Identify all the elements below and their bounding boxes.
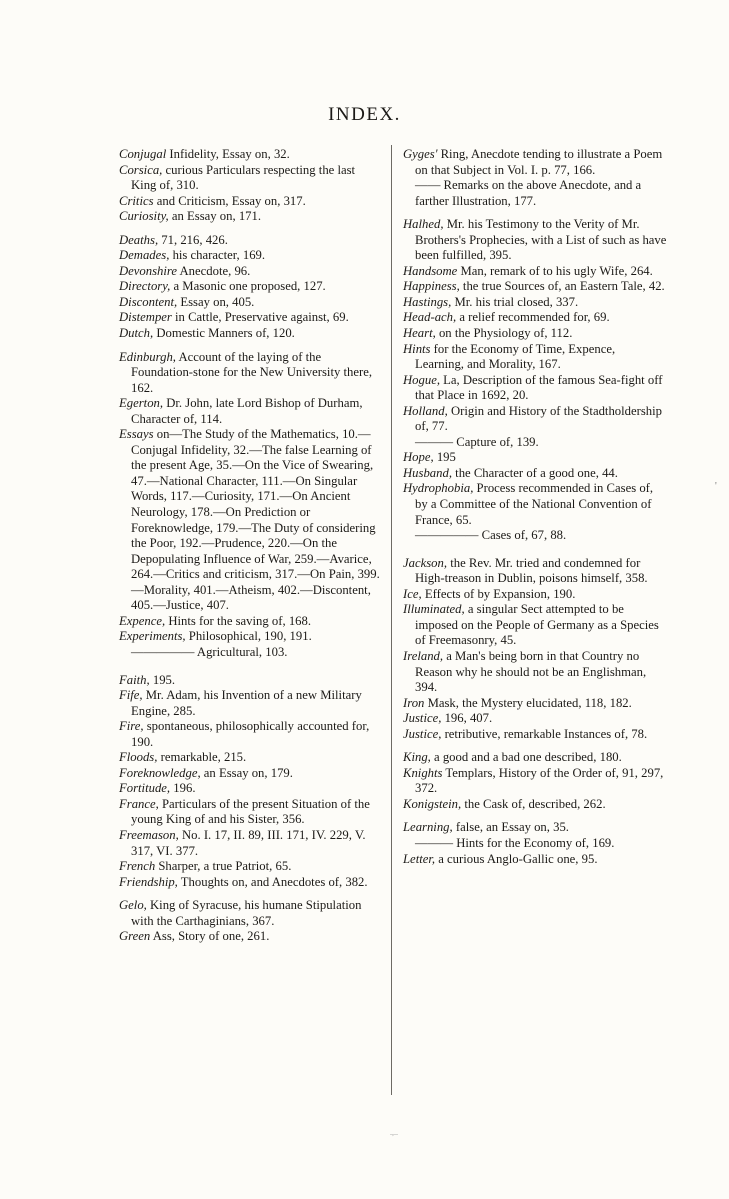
entry-text: King of Syracuse, his humane Stipulation with the Carthaginians, 367. bbox=[131, 898, 362, 928]
entry-text: Domestic Manners of, 120. bbox=[153, 326, 295, 341]
entry-text: the true Sources of, an Eastern Tale, 42. bbox=[459, 279, 665, 294]
entry-headword: Experiments, bbox=[119, 629, 186, 644]
entry-text: 195. bbox=[149, 672, 176, 687]
entry-text: Dr. John, late Lord Bishop of Durham, Character of, 114. bbox=[131, 396, 363, 426]
entry-text: on the Physiology of, 112. bbox=[435, 326, 573, 341]
index-entry bbox=[403, 852, 667, 868]
entry-text: for the Economy of Time, Expence, Learning, and Morality, 167. bbox=[415, 341, 616, 372]
index-entry bbox=[403, 820, 667, 836]
index-entry: ——— Capture of, 139. bbox=[415, 434, 539, 449]
entry-headword: Iron bbox=[403, 695, 425, 710]
entry-text: the Cask of, described, 262. bbox=[461, 796, 606, 811]
entry-text: Particulars of the present Situation of the young King of and his Sister, 356. bbox=[131, 796, 370, 827]
index-entry bbox=[119, 147, 382, 163]
entry-spacer bbox=[119, 225, 382, 233]
entry-headword: France, bbox=[119, 796, 159, 811]
index-entry bbox=[119, 828, 382, 859]
entry-spacer bbox=[403, 742, 667, 750]
entry-text: on—The Study of the Mathematics, 10.—Conjugal Infidelity, 32.—The false Learning of the present Age, 35.—On the Vice of Swearing, 47.—National Character, 111.—On Singular Words, 117.—Curiosity, 171.—On Ancient Neurology, 178.—On Prediction or Foreknowledge, 179.—The Duty of considering the Poor, 192.—Prudence, 220.—On the Depopulating Influence of War, 259.—Avarice, 264.—Critics and criticism, 317.—On Pain, 399.—Morality, 401.—Atheism, 402.—Discontent, 405.—Justice, 407. bbox=[131, 427, 380, 613]
entry-headword: Essays bbox=[119, 427, 154, 442]
entry-headword: Corsica, bbox=[119, 162, 163, 177]
entry-text: Sharper, a true Patriot, 65. bbox=[155, 859, 292, 874]
index-entry bbox=[403, 587, 667, 603]
entry-headword: Critics bbox=[119, 193, 154, 208]
entry-headword: Hogue, bbox=[403, 372, 440, 387]
entry-text: Mr. his trial closed, 337. bbox=[451, 294, 579, 309]
index-entry bbox=[403, 602, 667, 649]
index-entry bbox=[119, 194, 382, 210]
entry-headword: Letter, bbox=[403, 851, 436, 866]
entry-headword: Floods, bbox=[119, 750, 158, 765]
page-title: INDEX. bbox=[328, 104, 401, 125]
entry-text: Essay on, 405. bbox=[177, 294, 255, 309]
entry-headword: Hydrophobia, bbox=[403, 481, 474, 496]
entry-text: remarkable, 215. bbox=[157, 750, 247, 765]
entry-text: 195 bbox=[433, 450, 456, 465]
entry-headword: Demades, bbox=[119, 248, 170, 263]
entry-text: a good and a bad one described, 180. bbox=[430, 750, 622, 765]
index-entry bbox=[119, 629, 382, 645]
index-entry bbox=[403, 326, 667, 342]
entry-text: an Essay on, 179. bbox=[200, 765, 293, 780]
footer-mark: .,.. bbox=[390, 1128, 398, 1137]
index-entry bbox=[119, 766, 382, 782]
index-entry bbox=[403, 466, 667, 482]
entry-headword: King, bbox=[403, 750, 431, 765]
entry-spacer bbox=[403, 544, 667, 556]
entry-text: 196. bbox=[170, 781, 196, 796]
entry-text: Ring, Anecdote tending to illustrate a Poem on that Subject in Vol. I. p. 77, 166. bbox=[415, 147, 663, 177]
index-entry bbox=[403, 450, 667, 466]
entry-headword: Ice, bbox=[403, 586, 422, 601]
entry-text: La, Description of the famous Sea-fight off that Place in 1692, 20. bbox=[415, 372, 663, 403]
entry-text: the Rev. Mr. tried and condemned for High-treason in Dublin, poisons himself, 358. bbox=[415, 555, 648, 586]
index-entry bbox=[403, 727, 667, 743]
entry-headword: Deaths, bbox=[119, 232, 159, 247]
entry-headword: Learning, bbox=[403, 820, 453, 835]
entry-text: Mr. Adam, his Invention of a new Military Engine, 285. bbox=[131, 688, 362, 718]
entry-headword: Faith, bbox=[119, 672, 150, 687]
index-entry bbox=[119, 781, 382, 797]
entry-text: false, an Essay on, 35. bbox=[452, 820, 569, 835]
entry-headword: Directory, bbox=[119, 279, 171, 294]
entry-text: the Character of a good one, 44. bbox=[452, 465, 618, 480]
entry-text: Effects of by Expansion, 190. bbox=[421, 586, 576, 601]
index-column-right bbox=[403, 147, 667, 867]
entry-headword: Holland, bbox=[403, 403, 448, 418]
entry-text: Philosophical, 190, 191. bbox=[185, 629, 312, 644]
entry-text: Thoughts on, and Anecdotes of, 382. bbox=[177, 874, 368, 889]
index-entry bbox=[403, 797, 667, 813]
entry-text: Infidelity, Essay on, 32. bbox=[166, 147, 290, 161]
entry-text: spontaneous, philosophically accounted for, 190. bbox=[131, 719, 370, 749]
index-entry bbox=[119, 859, 382, 875]
column-divider bbox=[391, 145, 392, 1095]
index-entry bbox=[403, 404, 667, 435]
entry-text: his character, 169. bbox=[169, 248, 266, 263]
entry-headword: Head-ach, bbox=[403, 310, 457, 325]
entry-headword: Justice, bbox=[403, 726, 442, 741]
entry-headword: Foreknowledge, bbox=[119, 765, 201, 780]
entry-headword: Justice, bbox=[403, 711, 442, 726]
index-entry bbox=[119, 898, 382, 929]
entry-text: Mr. his Testimony to the Verity of Mr. Brothers's Prophecies, with a List of such as have been fulfilled, 395. bbox=[415, 217, 667, 263]
entry-headword: Fire, bbox=[119, 719, 144, 734]
index-entry bbox=[403, 711, 667, 727]
index-entry: ————— Agricultural, 103. bbox=[131, 644, 288, 659]
index-entry bbox=[403, 750, 667, 766]
entry-headword: Hints bbox=[403, 341, 431, 356]
index-entry bbox=[403, 310, 667, 326]
entry-headword: Friendship, bbox=[119, 874, 178, 889]
entry-headword: Edinburgh, bbox=[119, 349, 176, 364]
index-entry bbox=[119, 295, 382, 311]
entry-headword: Fortitude, bbox=[119, 781, 171, 796]
index-entry bbox=[403, 295, 667, 311]
index-entry: —— Remarks on the above Anecdote, and a farther Illustration, 177. bbox=[415, 178, 642, 208]
entry-text: a Masonic one proposed, 127. bbox=[170, 279, 326, 294]
entry-headword: Devonshire bbox=[119, 263, 178, 278]
entry-text: Ass, Story of one, 261. bbox=[150, 929, 270, 944]
index-entry bbox=[403, 147, 667, 178]
entry-text: curious Particulars respecting the last King of, 310. bbox=[131, 162, 356, 193]
entry-headword: Gyges' bbox=[403, 147, 438, 161]
entry-headword: Conjugal bbox=[119, 147, 167, 161]
index-entry bbox=[119, 750, 382, 766]
entry-headword: Illuminated, bbox=[403, 602, 465, 617]
index-entry bbox=[403, 264, 667, 280]
index-entry bbox=[119, 688, 382, 719]
entry-headword: Gelo, bbox=[119, 898, 147, 913]
index-entry bbox=[119, 427, 382, 614]
entry-text: 71, 216, 426. bbox=[158, 232, 228, 247]
index-entry bbox=[119, 614, 382, 630]
entry-headword: Dutch, bbox=[119, 326, 154, 341]
index-entry bbox=[119, 929, 382, 945]
index-entry bbox=[403, 696, 667, 712]
index-entry bbox=[119, 719, 382, 750]
index-entry bbox=[119, 264, 382, 280]
index-entry: ————— Cases of, 67, 88. bbox=[415, 528, 567, 543]
margin-mark: ' bbox=[715, 481, 717, 492]
index-entry bbox=[119, 326, 382, 342]
index-entry bbox=[403, 217, 667, 264]
entry-text: Mask, the Mystery elucidated, 118, 182. bbox=[424, 695, 632, 710]
index-entry bbox=[119, 209, 382, 225]
entry-text: an Essay on, 171. bbox=[168, 209, 262, 224]
entry-text: Process recommended in Cases of, by a Committee of the National Convention of France, 65. bbox=[415, 481, 654, 527]
index-entry: ——— Hints for the Economy of, 169. bbox=[415, 835, 615, 850]
entry-headword: Happiness, bbox=[403, 279, 460, 294]
entry-text: Account of the laying of the Foundation-stone for the New University there, 162. bbox=[131, 349, 373, 395]
entry-headword: Fife, bbox=[119, 688, 143, 703]
entry-text: in Cattle, Preservative against, 69. bbox=[171, 310, 349, 325]
entry-text: Man, remark of to his ugly Wife, 264. bbox=[457, 263, 653, 278]
entry-headword: Distemper bbox=[119, 310, 172, 325]
index-entry bbox=[403, 373, 667, 404]
entry-text: 196, 407. bbox=[441, 711, 493, 726]
index-entry bbox=[119, 673, 382, 689]
entry-headword: Knights bbox=[403, 765, 443, 780]
entry-headword: Freemason, bbox=[119, 827, 179, 842]
index-entry bbox=[119, 875, 382, 891]
entry-spacer bbox=[403, 812, 667, 820]
entry-text: retributive, remarkable Instances of, 78. bbox=[441, 726, 648, 741]
entry-text: Anecdote, 96. bbox=[177, 263, 251, 278]
entry-text: Hints for the saving of, 168. bbox=[165, 613, 312, 628]
index-entry bbox=[119, 248, 382, 264]
entry-text: a singular Sect attempted to be imposed on the People of Germany as a Species of Freemasonry, 45. bbox=[415, 602, 659, 648]
index-entry bbox=[119, 233, 382, 249]
entry-headword: Green bbox=[119, 929, 151, 944]
entry-headword: Curiosity, bbox=[119, 209, 169, 224]
entry-text: Origin and History of the Stadtholdership of, 77. bbox=[415, 403, 663, 434]
entry-spacer bbox=[403, 209, 667, 217]
index-entry bbox=[119, 797, 382, 828]
entry-headword: Halhed, bbox=[403, 217, 444, 232]
entry-text: a relief recommended for, 69. bbox=[456, 310, 610, 325]
entry-headword: Expence, bbox=[119, 613, 166, 628]
entry-headword: Husband, bbox=[403, 465, 452, 480]
index-entry bbox=[403, 649, 667, 696]
entry-headword: Heart, bbox=[403, 326, 436, 341]
entry-spacer bbox=[119, 661, 382, 673]
index-entry bbox=[403, 481, 667, 528]
index-column-left bbox=[119, 147, 382, 945]
index-entry bbox=[119, 310, 382, 326]
entry-headword: Hope, bbox=[403, 450, 434, 465]
entry-headword: French bbox=[119, 859, 156, 874]
entry-spacer bbox=[119, 890, 382, 898]
entry-headword: Egerton, bbox=[119, 396, 164, 411]
entry-headword: Discontent, bbox=[119, 294, 178, 309]
index-entry bbox=[403, 556, 667, 587]
index-entry bbox=[119, 350, 382, 397]
index-entry bbox=[403, 342, 667, 373]
index-entry bbox=[403, 279, 667, 295]
entry-spacer bbox=[119, 342, 382, 350]
index-entry bbox=[119, 279, 382, 295]
entry-text: a curious Anglo-Gallic one, 95. bbox=[435, 851, 598, 866]
entry-headword: Jackson, bbox=[403, 555, 448, 570]
index-entry bbox=[119, 396, 382, 427]
index-entry bbox=[403, 766, 667, 797]
entry-headword: Konigstein, bbox=[403, 796, 462, 811]
entry-text: Templars, History of the Order of, 91, 297, 372. bbox=[415, 765, 664, 796]
entry-text: a Man's being born in that Country no Reason why he should not be an Englishman, 394. bbox=[415, 648, 647, 695]
entry-headword: Ireland, bbox=[403, 648, 444, 663]
entry-text: No. I. 17, II. 89, III. 171, IV. 229, V. 317, VI. 377. bbox=[131, 827, 366, 858]
entry-text: and Criticism, Essay on, 317. bbox=[153, 193, 306, 208]
entry-headword: Hastings, bbox=[403, 294, 452, 309]
entry-headword: Handsome bbox=[403, 263, 458, 278]
index-entry bbox=[119, 163, 382, 194]
